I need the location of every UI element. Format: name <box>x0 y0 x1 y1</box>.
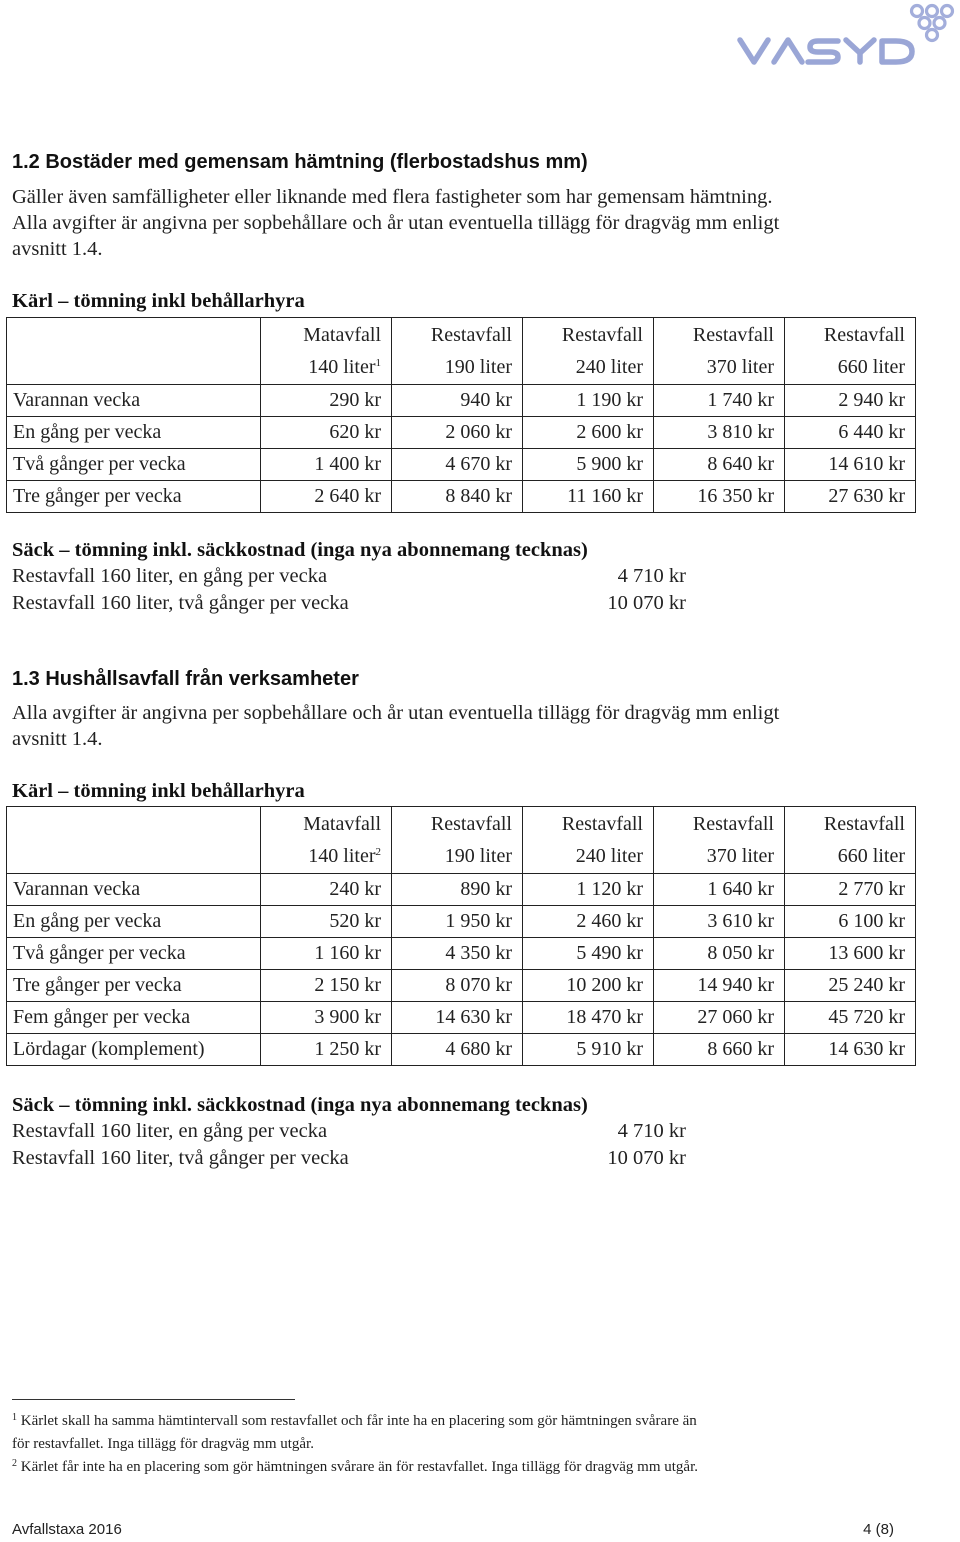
column-header <box>392 807 523 874</box>
header-line2: 370 liter <box>706 845 774 867</box>
intro-line: avsnitt 1.4. <box>12 728 103 750</box>
footer-page-number: 4 (8) <box>863 1521 894 1538</box>
header-size: 140 liter <box>308 845 376 867</box>
sack-price: 4 710 kr <box>617 565 686 587</box>
price-cell: 3 900 kr <box>261 1002 392 1034</box>
price-cell: 5 910 kr <box>523 1034 654 1066</box>
footnote-divider <box>12 1399 295 1400</box>
price-cell: 2 600 kr <box>523 417 654 449</box>
intro-line: avsnitt 1.4. <box>12 238 103 260</box>
table-row <box>7 970 916 1002</box>
footnote-1 <box>12 1410 697 1432</box>
table-row <box>7 481 916 513</box>
column-header <box>654 807 785 874</box>
header-line2: 660 liter <box>837 356 905 378</box>
price-cell: 1 400 kr <box>261 449 392 481</box>
sack-title: Säck – tömning inkl. säckkostnad (inga nya abonnemang tecknas) <box>12 539 588 561</box>
section-title-1-2: 1.2 Bostäder med gemensam hämtning (flerbostadshus mm) <box>12 151 588 173</box>
price-cell: 14 630 kr <box>785 1034 916 1066</box>
price-cell: 2 770 kr <box>785 874 916 906</box>
row-label: Två gånger per vecka <box>7 449 261 481</box>
price-cell: 3 810 kr <box>654 417 785 449</box>
table-title: Kärl – tömning inkl behållarhyra <box>12 780 305 802</box>
sack-row <box>12 1120 692 1143</box>
price-cell: 890 kr <box>392 874 523 906</box>
sack-row <box>12 565 692 588</box>
price-cell: 240 kr <box>261 874 392 906</box>
price-cell: 940 kr <box>392 385 523 417</box>
header-line1: Restavfall <box>823 813 905 835</box>
header-line1: Restavfall <box>430 324 512 346</box>
price-cell: 45 720 kr <box>785 1002 916 1034</box>
price-cell: 11 160 kr <box>523 481 654 513</box>
price-cell: 27 060 kr <box>654 1002 785 1034</box>
sack-label: Restavfall 160 liter, en gång per vecka <box>12 565 328 587</box>
table-row <box>7 906 916 938</box>
row-label: Tre gånger per vecka <box>7 970 261 1002</box>
price-cell: 14 630 kr <box>392 1002 523 1034</box>
column-header <box>785 807 916 874</box>
column-header <box>261 807 392 874</box>
fee-table-business <box>6 806 916 1066</box>
header-line1: Restavfall <box>692 813 774 835</box>
footnote-2 <box>12 1456 698 1478</box>
price-cell: 2 940 kr <box>785 385 916 417</box>
row-label: Tre gånger per vecka <box>7 481 261 513</box>
price-cell: 6 440 kr <box>785 417 916 449</box>
header-line1: Matavfall <box>303 324 381 346</box>
sack-label: Restavfall 160 liter, två gånger per vecka <box>12 1147 349 1169</box>
row-label: Lördagar (komplement) <box>7 1034 261 1066</box>
intro-line: Gäller även samfälligheter eller liknande med flera fastigheter som har gemensam hämtning. <box>12 186 773 208</box>
price-cell: 1 640 kr <box>654 874 785 906</box>
price-cell: 4 670 kr <box>392 449 523 481</box>
fee-table-housing <box>6 317 916 513</box>
header-line2: 660 liter <box>837 845 905 867</box>
price-cell: 8 840 kr <box>392 481 523 513</box>
price-cell: 1 190 kr <box>523 385 654 417</box>
row-label: En gång per vecka <box>7 417 261 449</box>
header-line2: 240 liter <box>575 356 643 378</box>
column-header <box>523 807 654 874</box>
header-line2: 190 liter <box>444 845 512 867</box>
table-row <box>7 938 916 970</box>
price-cell: 5 490 kr <box>523 938 654 970</box>
price-cell: 6 100 kr <box>785 906 916 938</box>
empty-header-cell <box>7 807 261 874</box>
price-cell: 4 350 kr <box>392 938 523 970</box>
sack-title: Säck – tömning inkl. säckkostnad (inga nya abonnemang tecknas) <box>12 1094 588 1116</box>
sack-price: 4 710 kr <box>617 1120 686 1142</box>
price-cell: 620 kr <box>261 417 392 449</box>
section-title-1-3: 1.3 Hushållsavfall från verksamheter <box>12 668 359 690</box>
footer-doc-title: Avfallstaxa 2016 <box>12 1521 122 1538</box>
header-line2: 190 liter <box>444 356 512 378</box>
row-label: Fem gånger per vecka <box>7 1002 261 1034</box>
column-header <box>261 318 392 385</box>
price-cell: 25 240 kr <box>785 970 916 1002</box>
footnote-1-cont: för restavfallet. Inga tillägg för dragväg mm utgår. <box>12 1436 314 1452</box>
price-cell: 18 470 kr <box>523 1002 654 1034</box>
row-label: Varannan vecka <box>7 874 261 906</box>
price-cell: 1 950 kr <box>392 906 523 938</box>
footnote-text: Kärlet skall ha samma hämtintervall som restavfallet och får inte ha en placering som gör hämtningen svårare än <box>20 1413 697 1429</box>
price-cell: 2 460 kr <box>523 906 654 938</box>
header-line1: Restavfall <box>823 324 905 346</box>
row-label: En gång per vecka <box>7 906 261 938</box>
price-cell: 3 610 kr <box>654 906 785 938</box>
header-line1: Restavfall <box>561 324 643 346</box>
price-cell: 14 940 kr <box>654 970 785 1002</box>
price-cell: 1 740 kr <box>654 385 785 417</box>
sack-price: 10 070 kr <box>607 592 686 614</box>
intro-line: Alla avgifter är angivna per sopbehållare och år utan eventuella tillägg för dragväg mm enligt <box>12 702 780 724</box>
header-line2: 240 liter <box>575 845 643 867</box>
table-row <box>7 449 916 481</box>
price-cell: 520 kr <box>261 906 392 938</box>
price-cell: 1 120 kr <box>523 874 654 906</box>
price-cell: 1 250 kr <box>261 1034 392 1066</box>
sack-price: 10 070 kr <box>607 1147 686 1169</box>
price-cell: 1 160 kr <box>261 938 392 970</box>
footnote-text: Kärlet får inte ha en placering som gör hämtningen svårare än för restavfallet. Inga tillägg för dragväg mm utgår. <box>20 1459 698 1475</box>
table-row <box>7 1002 916 1034</box>
table-row <box>7 1034 916 1066</box>
price-cell: 8 070 kr <box>392 970 523 1002</box>
column-header <box>392 318 523 385</box>
price-cell: 8 660 kr <box>654 1034 785 1066</box>
table-row <box>7 385 916 417</box>
vasyd-logo <box>734 0 960 72</box>
sack-label: Restavfall 160 liter, en gång per vecka <box>12 1120 328 1142</box>
sack-row <box>12 592 692 615</box>
header-line1: Matavfall <box>303 813 381 835</box>
header-line2 <box>267 351 381 383</box>
sack-row <box>12 1147 692 1170</box>
row-label: Två gånger per vecka <box>7 938 261 970</box>
empty-header-cell <box>7 318 261 385</box>
price-cell: 2 060 kr <box>392 417 523 449</box>
price-cell: 13 600 kr <box>785 938 916 970</box>
price-cell: 14 610 kr <box>785 449 916 481</box>
column-header <box>654 318 785 385</box>
column-header <box>785 318 916 385</box>
footnote-marker: 2 <box>375 846 381 858</box>
footnote-marker: 2 <box>12 1458 17 1469</box>
column-header <box>523 318 654 385</box>
price-cell: 8 050 kr <box>654 938 785 970</box>
sack-label: Restavfall 160 liter, två gånger per vecka <box>12 592 349 614</box>
price-cell: 290 kr <box>261 385 392 417</box>
price-cell: 27 630 kr <box>785 481 916 513</box>
table-row <box>7 874 916 906</box>
table-row <box>7 417 916 449</box>
intro-line: Alla avgifter är angivna per sopbehållare och år utan eventuella tillägg för dragväg mm enligt <box>12 212 780 234</box>
price-cell: 4 680 kr <box>392 1034 523 1066</box>
table-header-row <box>7 807 916 874</box>
price-cell: 2 640 kr <box>261 481 392 513</box>
header-line2 <box>267 840 381 872</box>
price-cell: 5 900 kr <box>523 449 654 481</box>
price-cell: 2 150 kr <box>261 970 392 1002</box>
footnote-marker: 1 <box>12 1412 17 1423</box>
row-label: Varannan vecka <box>7 385 261 417</box>
header-line1: Restavfall <box>430 813 512 835</box>
price-cell: 16 350 kr <box>654 481 785 513</box>
header-size: 140 liter <box>308 356 376 378</box>
header-line1: Restavfall <box>561 813 643 835</box>
table-header-row <box>7 318 916 385</box>
price-cell: 10 200 kr <box>523 970 654 1002</box>
header-line2: 370 liter <box>706 356 774 378</box>
header-line1: Restavfall <box>692 324 774 346</box>
footnote-marker: 1 <box>375 357 381 369</box>
price-cell: 8 640 kr <box>654 449 785 481</box>
table-title: Kärl – tömning inkl behållarhyra <box>12 290 305 312</box>
